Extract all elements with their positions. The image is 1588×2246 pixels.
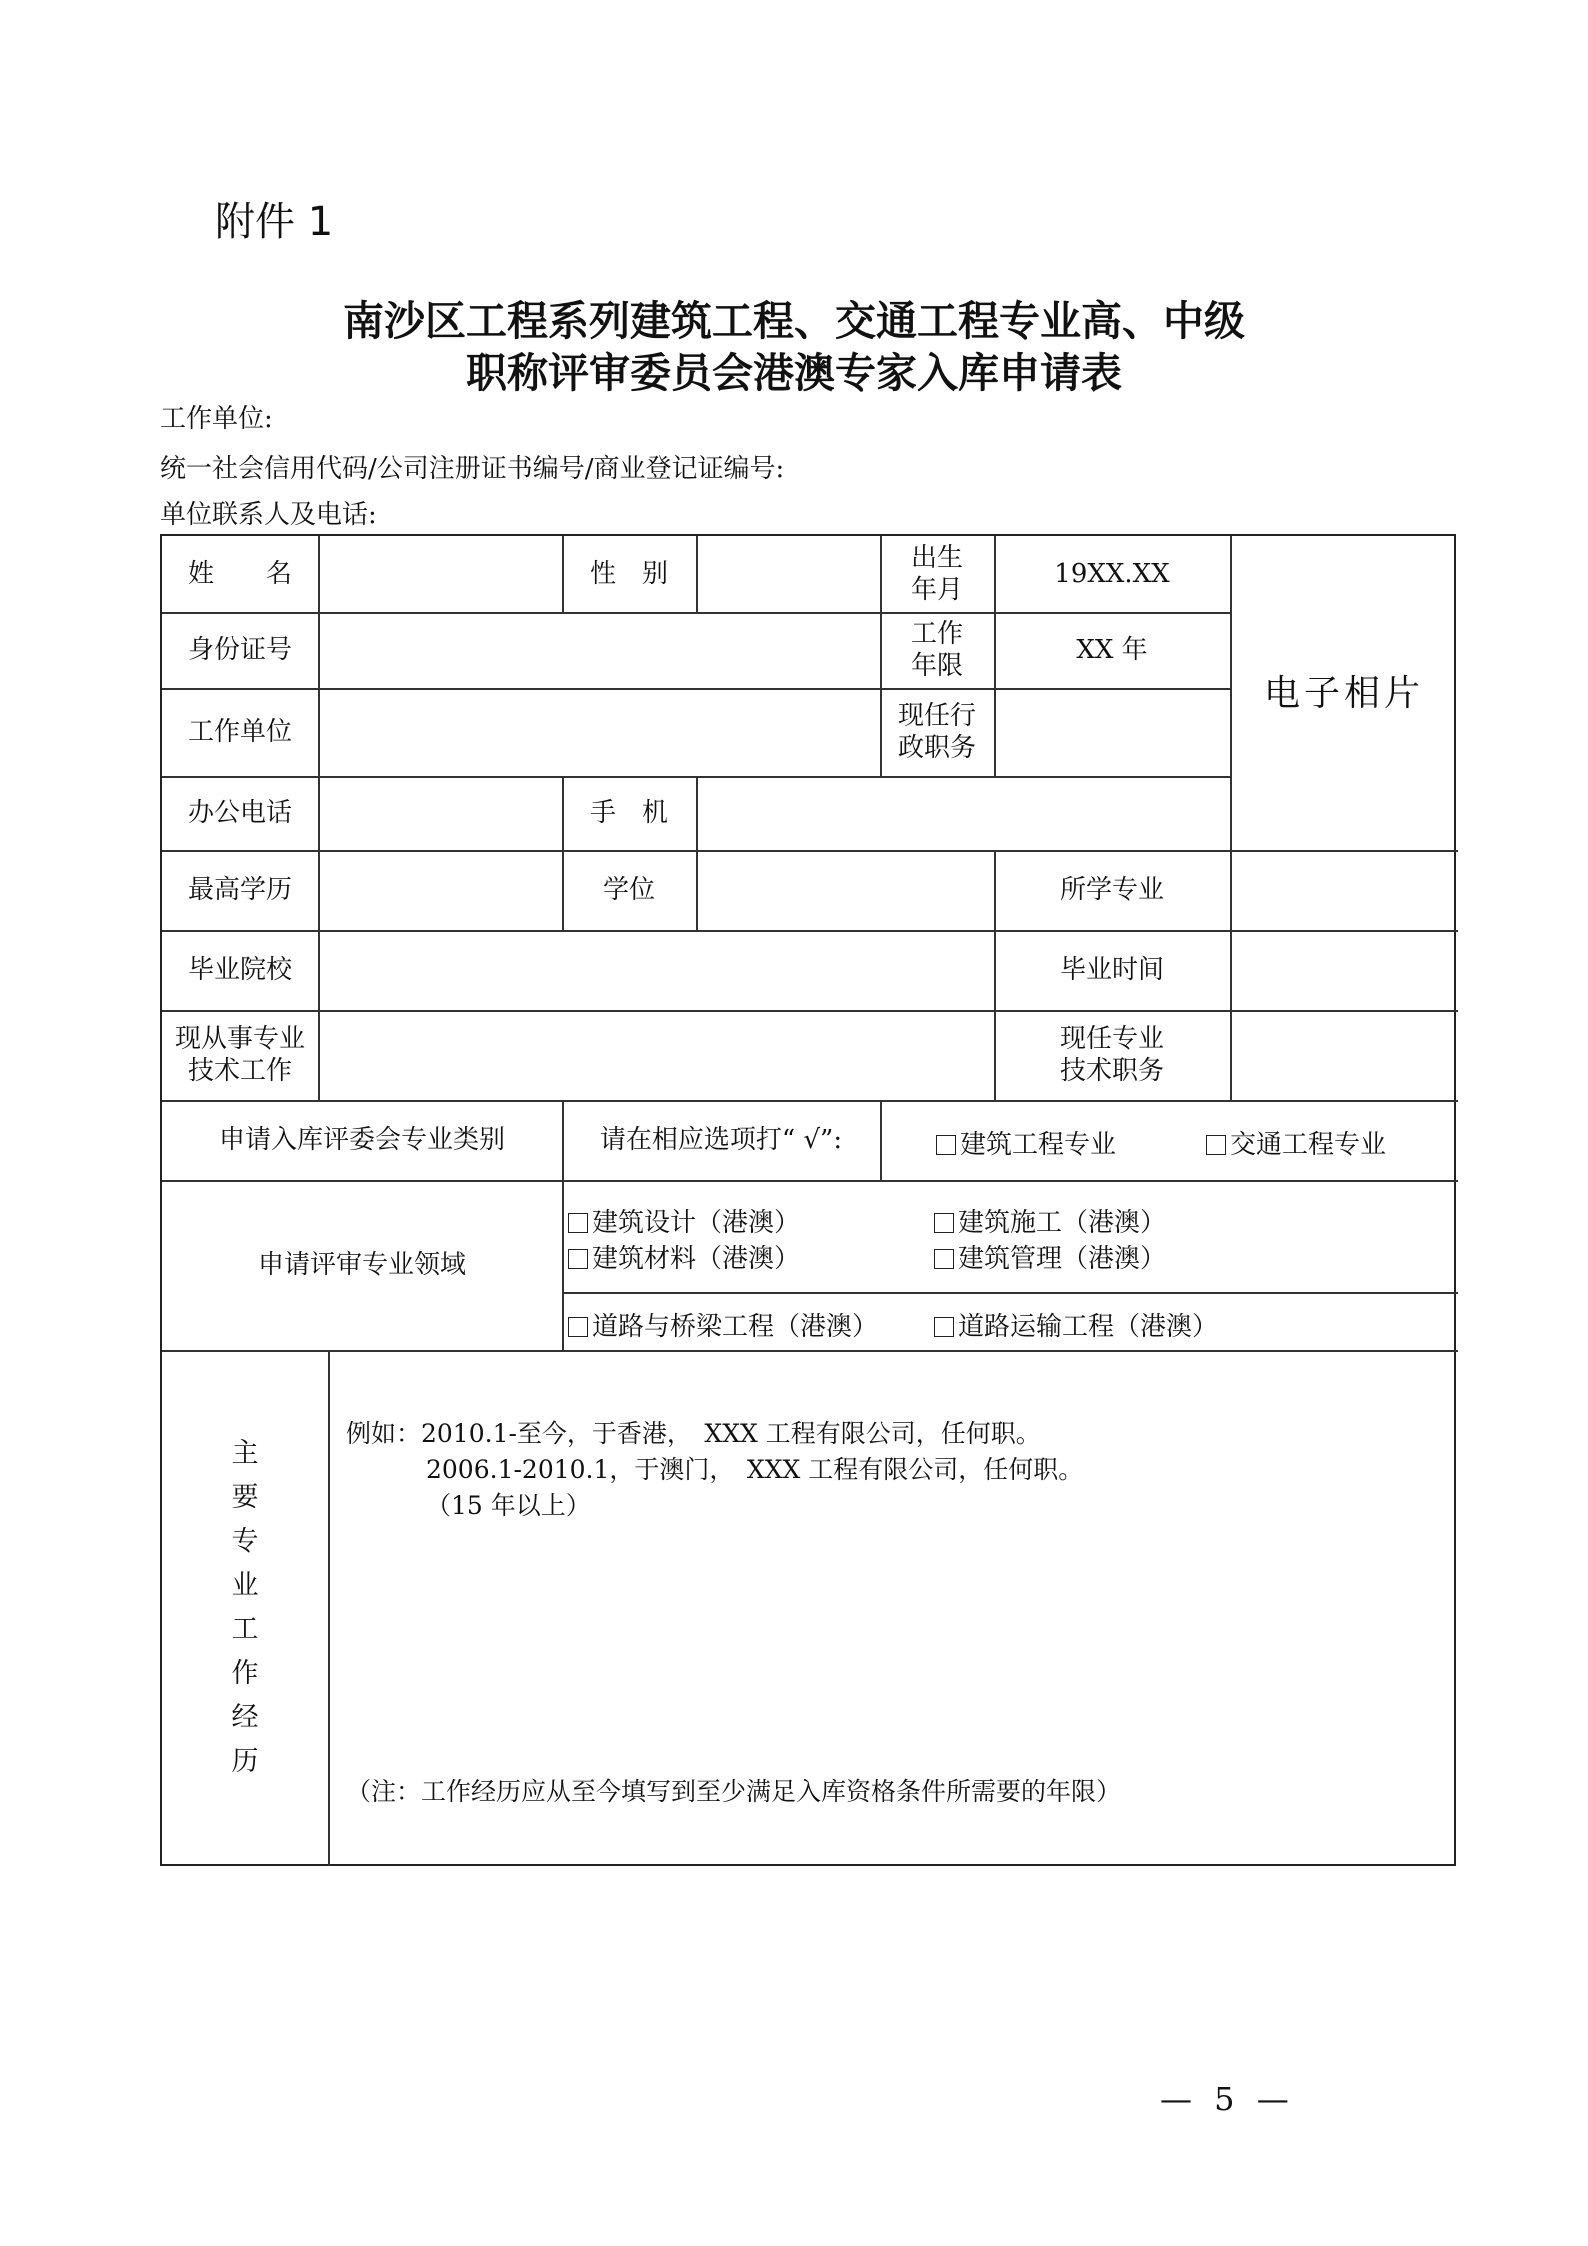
checkbox-icon[interactable]: [568, 1213, 588, 1233]
experience-example-3: （15 年以上）: [426, 1491, 591, 1520]
name-label: 姓 名: [187, 558, 292, 589]
category-hint: 请在相应选项打“ √”:: [599, 1124, 843, 1155]
field-label: 申请评审专业领域: [257, 1249, 466, 1280]
current-work-label: 现从事专业 技术工作: [174, 1023, 305, 1086]
option-road-transport[interactable]: 道路运输工程（港澳）: [934, 1306, 1218, 1343]
work-unit-label: 工作单位: [187, 716, 292, 747]
attachment-label: 附件 1: [215, 199, 334, 245]
degree-label: 学位: [602, 874, 655, 905]
experience-example-2: 2006.1-2010.1，于澳门， XXX 工程有限公司，任何职。: [426, 1455, 1084, 1484]
experience-note: （注：工作经历应从至今填写到至少满足入库资格条件所需要的年限）: [346, 1777, 1122, 1806]
id-number-label: 身份证号: [187, 634, 292, 665]
checkbox-icon[interactable]: [934, 1213, 954, 1233]
checkbox-icon[interactable]: [568, 1249, 588, 1269]
checkbox-icon[interactable]: [934, 1249, 954, 1269]
option-building-engineering[interactable]: 建筑工程专业: [936, 1124, 1116, 1161]
experience-label: 主 要 专 业 工 作 经 历: [231, 1438, 259, 1777]
option-transport-engineering[interactable]: 交通工程专业: [1206, 1124, 1386, 1161]
office-phone-label: 办公电话: [187, 797, 292, 828]
grad-time-label: 毕业时间: [1059, 954, 1164, 985]
form-title-line2: 职称评审委员会港澳专家入库申请表: [466, 349, 1122, 397]
credit-code-prefield: 统一社会信用代码/公司注册证书编号/商业登记证编号:: [160, 454, 785, 484]
birth-value[interactable]: 19XX.XX: [1054, 558, 1170, 589]
option-building-design[interactable]: 建筑设计（港澳）: [568, 1202, 800, 1239]
option-road-bridge[interactable]: 道路与桥梁工程（港澳）: [568, 1306, 878, 1343]
checkbox-icon[interactable]: [936, 1135, 956, 1155]
gender-label: 性 别: [589, 558, 668, 589]
checkbox-icon[interactable]: [934, 1317, 954, 1337]
option-building-management[interactable]: 建筑管理（港澳）: [934, 1238, 1166, 1275]
education-label: 最高学历: [187, 874, 292, 905]
experience-example-1: 例如：2010.1-至今，于香港， XXX 工程有限公司，任何职。: [346, 1419, 1041, 1448]
contact-prefield: 单位联系人及电话:: [160, 500, 377, 530]
work-unit-prefield: 工作单位:: [160, 404, 273, 434]
work-years-label: 工作 年限: [910, 618, 963, 681]
major-label: 所学专业: [1059, 874, 1164, 905]
application-form: [160, 534, 1456, 1866]
option-building-construction[interactable]: 建筑施工（港澳）: [934, 1202, 1166, 1239]
admin-post-label: 现任行 政职务: [897, 700, 976, 763]
photo-placeholder[interactable]: 电子相片: [1263, 672, 1424, 714]
category-label: 申请入库评委会专业类别: [218, 1124, 505, 1155]
form-title-line1: 南沙区工程系列建筑工程、交通工程专业高、中级: [343, 297, 1245, 345]
option-building-materials[interactable]: 建筑材料（港澳）: [568, 1238, 800, 1275]
page-number: — 5 —: [1160, 2080, 1295, 2118]
checkbox-icon[interactable]: [568, 1317, 588, 1337]
school-label: 毕业院校: [187, 954, 292, 985]
mobile-label: 手 机: [589, 797, 668, 828]
work-years-value[interactable]: XX 年: [1076, 634, 1148, 665]
birth-label: 出生 年月: [910, 542, 963, 605]
current-title-label: 现任专业 技术职务: [1059, 1023, 1164, 1086]
checkbox-icon[interactable]: [1206, 1135, 1226, 1155]
